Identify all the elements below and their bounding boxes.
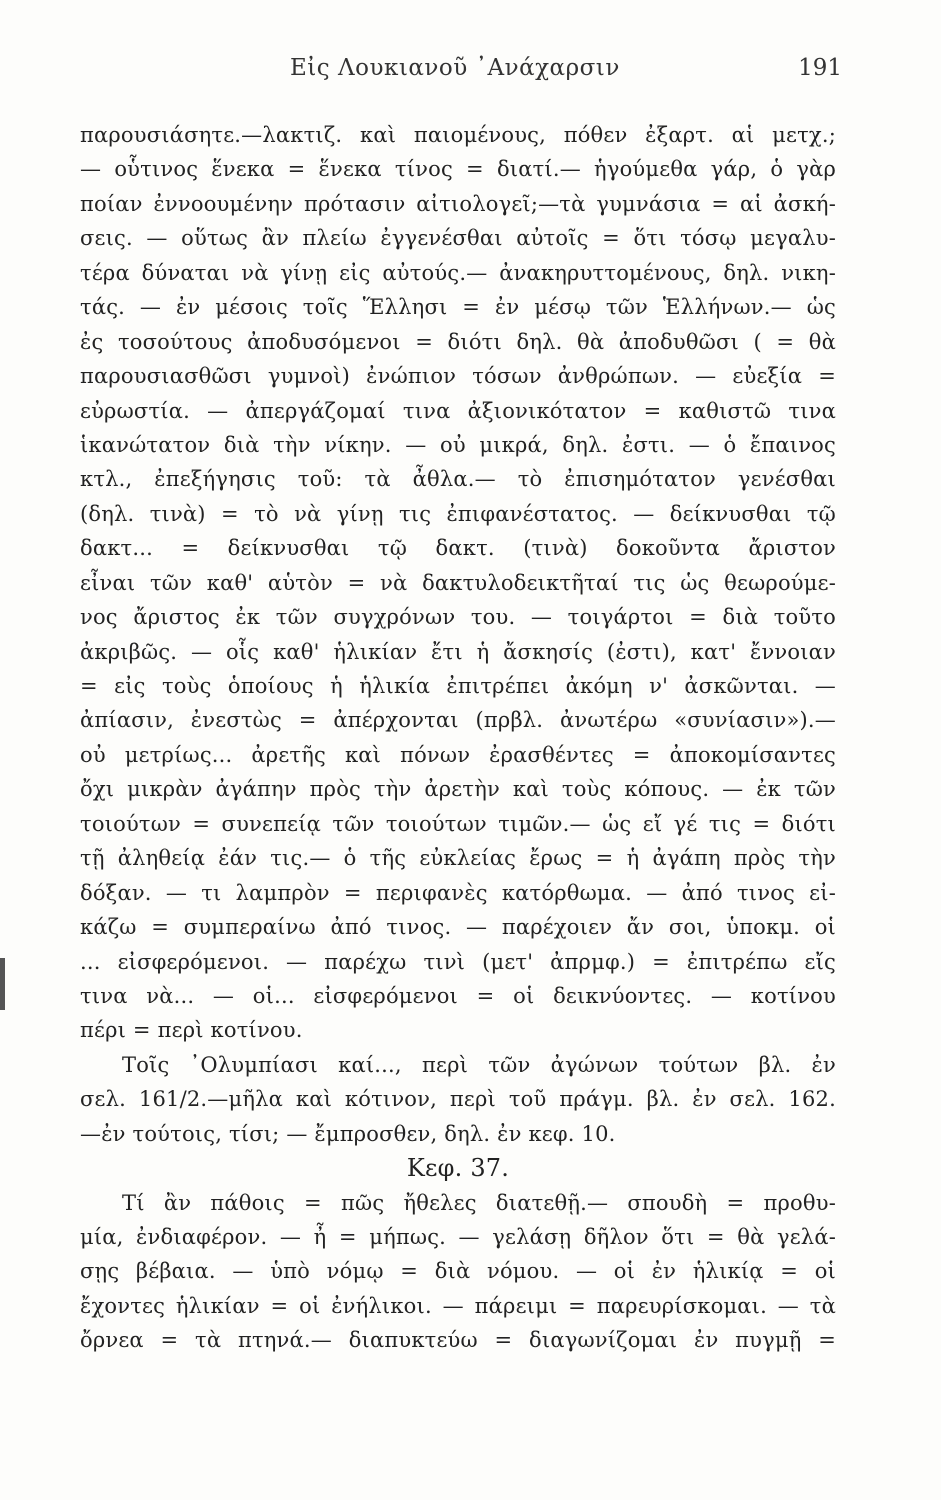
text-line: κάζω = συμπεραίνω ἀπό τινος. — παρέχοιεν ἄν σοι, ὑποκμ. οἱ xyxy=(80,915,836,940)
text-line: δακτ... = δείκνυσθαι τῷ δακτ. (τινὰ) δοκοῦντα ἄριστον xyxy=(80,536,836,561)
page-number: 191 xyxy=(798,55,842,81)
text-line: ἔχοντες ἡλικίαν = οἱ ἐνήλικοι. — πάρειμι = παρευρίσκομαι. — τὰ xyxy=(80,1293,836,1318)
commentary-text xyxy=(80,118,836,1358)
text-line: ... εἰσφερόμενοι. — παρέχω τινὶ (μετ' ἀπρμφ.) = ἐπιτρέπω εἴς xyxy=(80,949,836,974)
paragraph-start-line: Τοῖς ᾿Ολυμπίασι καί..., περὶ τῶν ἀγώνων τούτων βλ. ἐν xyxy=(122,1052,836,1077)
text-line: σελ. 161/2.—μῆλα καὶ κότινον, περὶ τοῦ πράγμ. βλ. ἐν σελ. 162. xyxy=(80,1087,836,1112)
text-line: εὐρωστία. — ἀπεργάζομαί τινα ἀξιονικότατον = καθιστῶ τινα xyxy=(80,398,836,423)
text-line: τέρα δύναται νὰ γίνῃ εἰς αὐτούς.— ἀνακηρυττομένους, δηλ. νικη- xyxy=(80,260,836,285)
text-line: τῇ ἀληθείᾳ ἐάν τις.— ὁ τῆς εὐκλείας ἔρως = ἡ ἀγάπη πρὸς τὴν xyxy=(80,846,836,871)
text-line: — οὗτινος ἕνεκα = ἕνεκα τίνος = διατί.— ἡγούμεθα γάρ, ὁ γὰρ xyxy=(80,157,836,182)
text-line: σῃς βέβαια. — ὑπὸ νόμῳ = διὰ νόμου. — οἱ ἐν ἡλικίᾳ = οἱ xyxy=(80,1259,836,1284)
text-line: ὄχι μικρὰν ἀγάπην πρὸς τὴν ἀρετὴν καὶ τοὺς κόπους. — ἐκ τῶν xyxy=(80,777,836,802)
text-line: εἶναι τῶν καθ' αὑτὸν = νὰ δακτυλοδεικτῆταί τις ὡς θεωρούμε- xyxy=(80,570,836,595)
running-title: Εἰς Λουκιανοῦ ᾿Ανάχαρσιν xyxy=(290,55,620,81)
text-line: παρουσιασθῶσι γυμνοὶ) ἐνώπιον τόσων ἀνθρώπων. — εὐεξία = xyxy=(80,364,836,389)
text-line: ἀπίασιν, ἐνεστὼς = ἀπέρχονται (πρβλ. ἀνωτέρω «συνίασιν»).— xyxy=(80,708,836,733)
text-line: κτλ., ἐπεξήγησις τοῦ: τὰ ἆθλα.— τὸ ἐπισημότατον γενέσθαι xyxy=(80,467,836,492)
margin-mark xyxy=(0,958,5,1010)
text-line: (δηλ. τινὰ) = τὸ νὰ γίνῃ τις ἐπιφανέστατος. — δείκνυσθαι τῷ xyxy=(80,501,836,526)
text-line: μία, ἐνδιαφέρον. — ἦ = μήπως. — γελάσῃ δῆλον ὅτι = θὰ γελά- xyxy=(80,1225,836,1249)
text-line: —ἐν τούτοις, τίσι; — ἔμπροσθεν, δηλ. ἐν κεφ. 10. xyxy=(80,1121,616,1146)
text-line: ποίαν ἐννοουμένην πρότασιν αἰτιολογεῖ;—τὰ γυμνάσια = αἱ ἀσκή- xyxy=(80,191,836,216)
text-line: οὐ μετρίως... ἀρετῆς καὶ πόνων ἐρασθέντες = ἀποκομίσαντες xyxy=(80,742,836,767)
paragraph-start-line: Τί ἂν πάθοις = πῶς ἤθελες διατεθῇ.— σπουδὴ = προθυ- xyxy=(122,1190,836,1215)
chapter-heading: Κεφ. 37. xyxy=(406,1154,510,1183)
text-line: παρουσιάσητε.—λακτιζ. καὶ παιομένους, πόθεν ἐξαρτ. αἱ μετχ.; xyxy=(80,123,836,147)
text-line: σεις. — οὕτως ἂν πλείω ἐγγενέσθαι αὐτοῖς = ὅτι τόσῳ μεγαλυ- xyxy=(80,226,836,251)
text-line: = εἰς τοὺς ὁποίους ἡ ἡλικία ἐπιτρέπει ἀκόμη ν' ἀσκῶνται. — xyxy=(80,674,836,698)
text-line: νος ἄριστος ἐκ τῶν συγχρόνων του. — τοιγάρτοι = διὰ τοῦτο xyxy=(80,605,836,630)
text-line: τοιούτων = συνεπείᾳ τῶν τοιούτων τιμῶν.— ὡς εἴ γέ τις = διότι xyxy=(80,811,836,836)
text-line: τάς. — ἐν μέσοις τοῖς Ἕλλησι = ἐν μέσῳ τῶν Ἑλλήνων.— ὡς xyxy=(80,295,836,320)
text-line: ὄρνεα = τὰ πτηνά.— διαπυκτεύω = διαγωνίζομαι ἐν πυγμῇ = xyxy=(80,1328,836,1353)
text-line: τινα νὰ... — οἱ... εἰσφερόμενοι = οἱ δεικνύοντες. — κοτίνου xyxy=(80,983,836,1008)
text-line: ἀκριβῶς. — οἷς καθ' ἡλικίαν ἔτι ἡ ἄσκησίς (ἐστι), κατ' ἔννοιαν xyxy=(80,639,836,664)
text-line: δόξαν. — τι λαμπρὸν = περιφανὲς κατόρθωμα. — ἀπό τινος εἰ- xyxy=(80,880,836,905)
text-line: ἐς τοσούτους ἀποδυσόμενοι = διότι δηλ. θὰ ἀποδυθῶσι ( = θὰ xyxy=(80,329,836,354)
text-line: πέρι = περὶ κοτίνου. xyxy=(80,1018,303,1043)
running-head xyxy=(0,55,941,91)
text-line: ἱκανώτατον διὰ τὴν νίκην. — οὐ μικρά, δηλ. ἐστι. — ὁ ἔπαινος xyxy=(80,432,836,457)
